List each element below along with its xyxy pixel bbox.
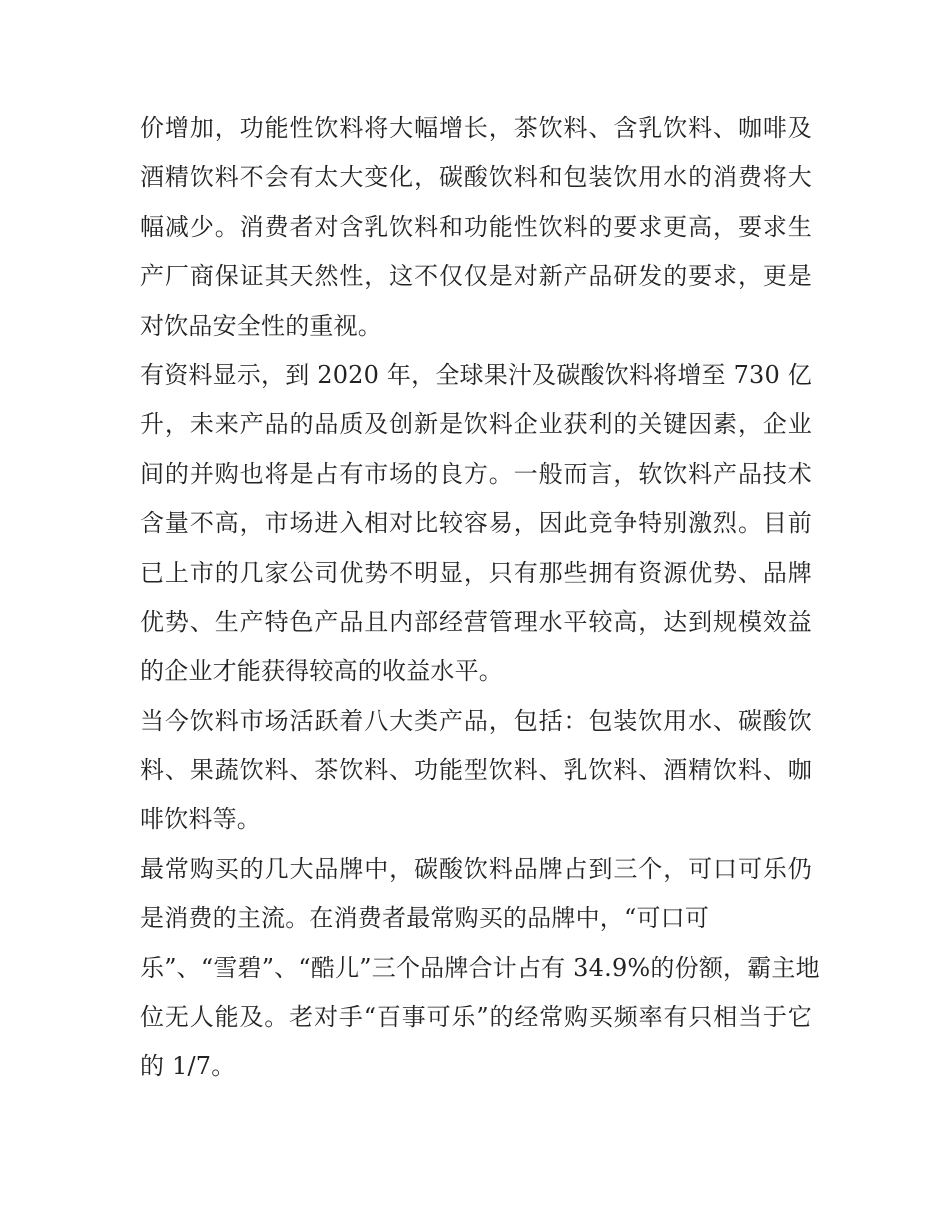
text-line: 的企业才能获得较高的收益水平。 [140,657,503,686]
text-line: 优势、生产特色产品且内部经营管理水平较高，达到规模效益 [140,607,812,636]
text-line: 含量不高，市场进入相对比较容易，因此竞争特别激烈。目前 [140,509,812,538]
text-line: 幅减少。消费者对含乳饮料和功能性饮料的要求更高，要求生 [140,212,812,241]
text-line: 的 1/7。 [140,1052,236,1081]
text-line: 是消费的主流。在消费者最常购买的品牌中，“可口可 [140,904,710,933]
text-line: 产厂商保证其天然性，这不仅仅是对新产品研发的要求，更是 [140,262,812,291]
text-line: 酒精饮料不会有太大变化，碳酸饮料和包装饮用水的消费将大 [140,163,812,192]
text-line: 对饮品安全性的重视。 [140,311,382,340]
text-line: 当今饮料市场活跃着八大类产品，包括：包装饮用水、碳酸饮 [140,706,812,735]
text-line: 最常购买的几大品牌中，碳酸饮料品牌占到三个，可口可乐仍 [140,854,812,883]
text-line: 有资料显示，到 2020 年，全球果汁及碳酸饮料将增至 730 亿 [140,360,813,389]
text-line: 价增加，功能性饮料将大幅增长，茶饮料、含乳饮料、咖啡及 [140,114,812,142]
text-line: 乐”、“雪碧”、“酷儿”三个品牌合计占有 34.9%的份额，霸主地 [140,953,820,982]
text-line: 料、果蔬饮料、茶饮料、功能型饮料、乳饮料、酒精饮料、咖 [140,756,812,785]
text-line: 升，未来产品的品质及创新是饮料企业获利的关键因素，企业 [140,410,812,439]
text-line: 已上市的几家公司优势不明显，只有那些拥有资源优势、品牌 [140,558,812,587]
document-body [140,104,820,1092]
text-line: 间的并购也将是占有市场的良方。一般而言，软饮料产品技术 [140,459,812,488]
text-line: 啡饮料等。 [140,805,261,834]
text-line: 位无人能及。老对手“百事可乐”的经常购买频率有只相当于它 [140,1003,812,1032]
